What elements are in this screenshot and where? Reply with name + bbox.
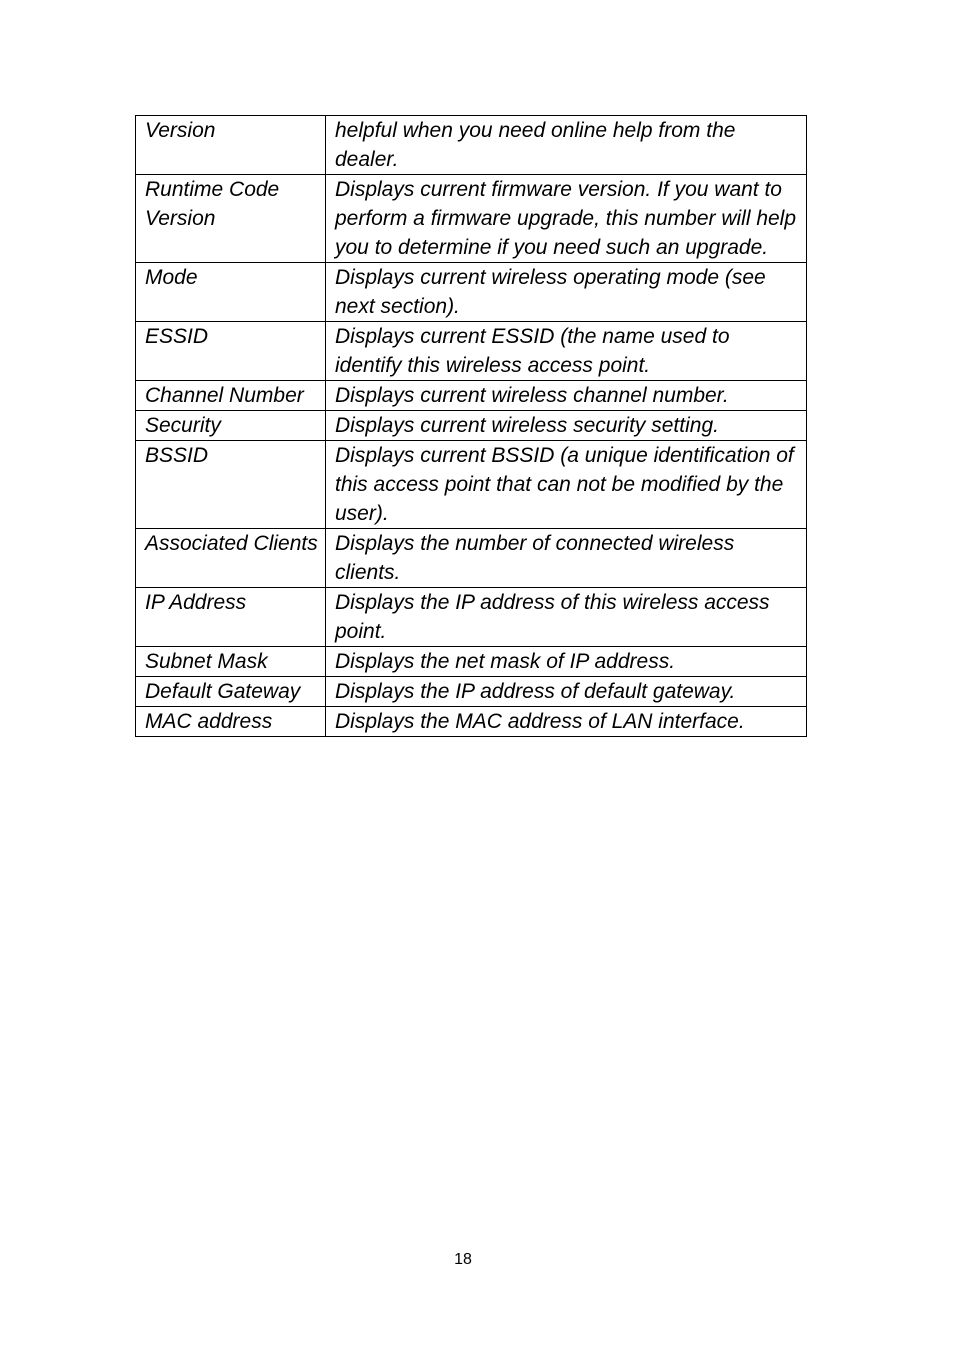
field-name-cell: BSSID — [136, 441, 326, 529]
field-name-cell: Version — [136, 116, 326, 175]
table-row — [136, 263, 807, 322]
field-name-cell: Default Gateway — [136, 677, 326, 707]
field-description-cell: helpful when you need online help from the dealer. — [326, 116, 807, 175]
field-description-cell: Displays the number of connected wireless clients. — [326, 529, 807, 588]
table-row — [136, 322, 807, 381]
field-name-cell: Mode — [136, 263, 326, 322]
field-name-cell: Subnet Mask — [136, 647, 326, 677]
field-description-cell: Displays the IP address of this wireless access point. — [326, 588, 807, 647]
field-description-cell: Displays current wireless operating mode (see next section). — [326, 263, 807, 322]
field-name-cell: Channel Number — [136, 381, 326, 411]
table-row — [136, 381, 807, 411]
field-description-cell: Displays current wireless security setting. — [326, 411, 807, 441]
table-row — [136, 529, 807, 588]
field-name-cell: IP Address — [136, 588, 326, 647]
field-name-cell: Security — [136, 411, 326, 441]
page-number: 18 — [454, 1251, 472, 1268]
field-description-cell: Displays the IP address of default gateway. — [326, 677, 807, 707]
table-row — [136, 411, 807, 441]
table-row — [136, 677, 807, 707]
field-description-cell: Displays current BSSID (a unique identification of this access point that can not be modified by the user). — [326, 441, 807, 529]
table-row — [136, 588, 807, 647]
field-description-cell: Displays current wireless channel number. — [326, 381, 807, 411]
field-name-cell: Associated Clients — [136, 529, 326, 588]
field-name-cell: MAC address — [136, 707, 326, 737]
field-name-cell: Runtime Code Version — [136, 175, 326, 263]
table-row — [136, 175, 807, 263]
field-description-cell: Displays the net mask of IP address. — [326, 647, 807, 677]
table-row — [136, 707, 807, 737]
status-field-table — [135, 115, 807, 737]
table-row — [136, 441, 807, 529]
field-description-cell: Displays current firmware version. If you want to perform a firmware upgrade, this number will help you to determine if you need such an upgrade. — [326, 175, 807, 263]
field-name-cell: ESSID — [136, 322, 326, 381]
field-description-cell: Displays the MAC address of LAN interface. — [326, 707, 807, 737]
table-row — [136, 116, 807, 175]
field-description-cell: Displays current ESSID (the name used to identify this wireless access point. — [326, 322, 807, 381]
table-row — [136, 647, 807, 677]
